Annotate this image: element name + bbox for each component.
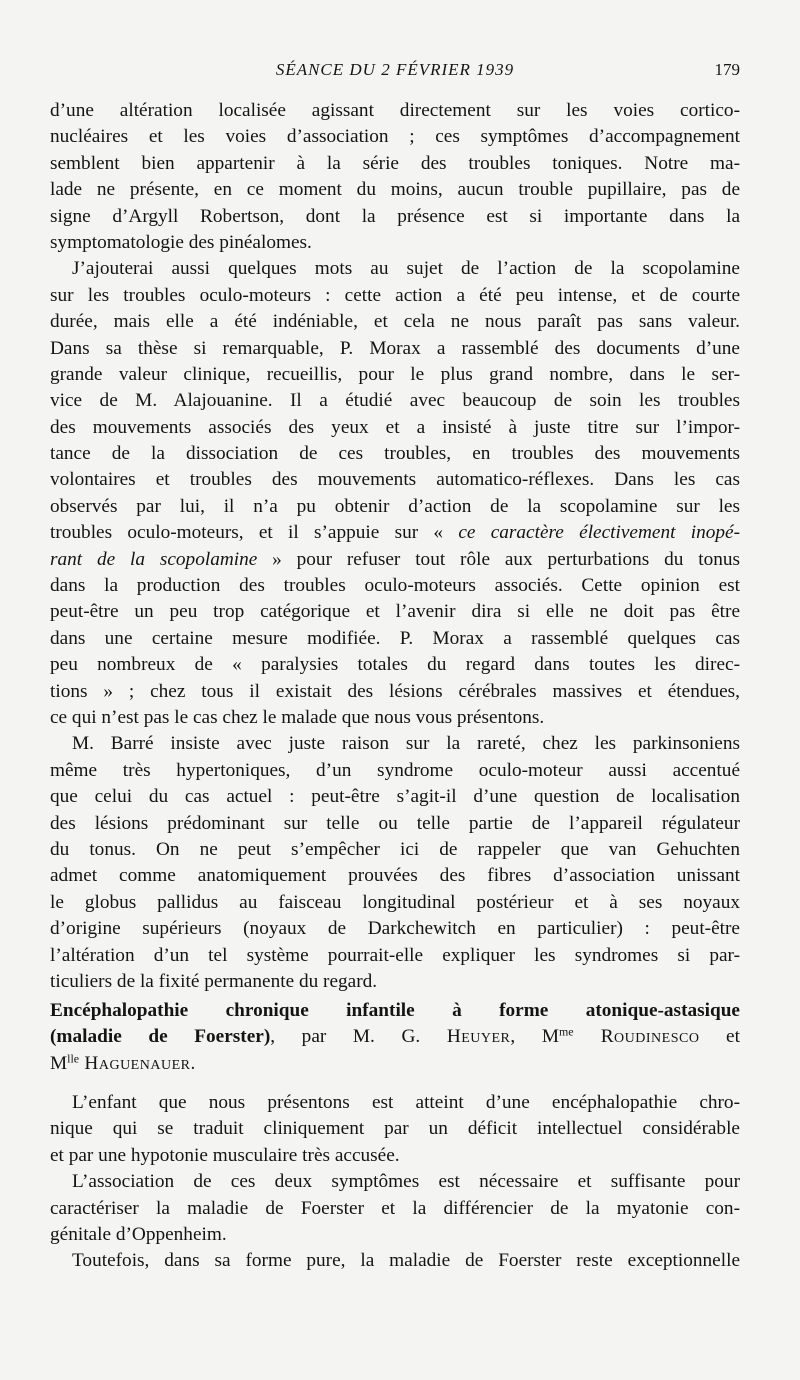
text-run: et <box>699 1026 740 1048</box>
text-line: M. Barré insiste avec juste raison sur la rareté, chez les parkinsoniens <box>72 733 740 755</box>
text-line: tions » ; chez tous il existait des lésions cérébrales massives et étendues, <box>50 680 740 702</box>
text-line: volontaires et troubles des mouvements automatico-réflexes. Dans les cas <box>50 469 740 491</box>
quotation-italic: rant de la scopolamine <box>50 548 258 570</box>
running-title: SÉANCE DU 2 FÉVRIER 1939 <box>275 60 515 79</box>
text-line: lade ne présente, en ce moment du moins, aucun trouble pupillaire, pas de <box>50 179 740 201</box>
text-line: et par une hypotonie musculaire très accusée. <box>50 1144 400 1166</box>
text-line: grande valeur clinique, recueillis, pour le plus grand nombre, dans le ser- <box>50 363 740 385</box>
quotation-italic: ce caractère électivement inopé- <box>458 522 740 544</box>
author-name: Heuyer <box>446 1026 511 1048</box>
text-line: ce qui n’est pas le cas chez le malade que nous vous présentons. <box>50 706 545 728</box>
text-line: nique qui se traduit cliniquement par un déficit intellectuel considérable <box>50 1118 740 1140</box>
title-superscript: me <box>558 1024 574 1039</box>
text-line: d’une altération localisée agissant directement sur les voies cortico- <box>50 100 740 121</box>
text-line: nucléaires et les voies d’association ; ces symptômes d’accompagnement <box>50 126 740 148</box>
heading-authors-line <box>50 1024 740 1050</box>
text-line: des lésions prédominant sur telle ou telle partie de l’appareil régulateur <box>50 812 740 834</box>
text-run: » pour refuser tout rôle aux perturbations du tonus <box>257 548 740 570</box>
text-line: vice de M. Alajouanine. Il a étudié avec beaucoup de soin les troubles <box>50 390 740 412</box>
author-name: Roudinesco <box>573 1026 700 1048</box>
title-superscript: lle <box>67 1051 80 1066</box>
text-line: que celui du cas actuel : peut-être s’agit-il d’une question de localisation <box>50 786 740 808</box>
text-line: observés par lui, il n’a pu obtenir d’action de la scopolamine sur les <box>50 495 740 517</box>
author-name: Haguenauer <box>79 1052 191 1074</box>
text-line: ticuliers de la fixité permanente du regard. <box>50 970 378 992</box>
text-line: le globus pallidus au faisceau longitudinal postérieur et à ses noyaux <box>50 891 740 913</box>
text-line: signe d’Argyll Robertson, dont la présence est si importante dans la <box>50 205 740 227</box>
text-line: dans la production des troubles oculo-moteurs associés. Cette opinion est <box>50 575 740 597</box>
text-line: symptomatologie des pinéalomes. <box>50 231 312 253</box>
heading-title-line: Encéphalopathie chronique infantile à forme atonique-astasique <box>50 1000 740 1021</box>
text-run: . <box>190 1052 196 1074</box>
page-header <box>50 60 740 86</box>
text-line: des mouvements associés des yeux et a insisté à juste titre sur l’impor- <box>50 416 740 438</box>
text-line: tance de la dissociation de ces troubles, en troubles des mouvements <box>50 443 740 465</box>
text-line <box>50 547 740 573</box>
text-line: dans une certaine mesure modifiée. P. Morax a rassemblé quelques cas <box>50 627 740 649</box>
text-line: d’origine supérieurs (noyaux de Darkchewitch en particulier) : peut-être <box>50 918 740 940</box>
text-line: peu nombreux de « paralysies totales du regard dans toutes les direc- <box>50 654 740 676</box>
text-run: , par M. G. <box>270 1026 447 1048</box>
text-line: sur les troubles oculo-moteurs : cette action a été peu intense, et de courte <box>50 284 740 306</box>
text-line <box>50 520 740 546</box>
text-line: semblent bien appartenir à la série des troubles toniques. Notre ma- <box>50 152 740 174</box>
text-line: J’ajouterai aussi quelques mots au sujet de l’action de la scopolamine <box>72 258 740 280</box>
heading-authors-line <box>50 1051 740 1077</box>
text-line: durée, mais elle a été indéniable, et cela ne nous paraît pas sans valeur. <box>50 311 740 333</box>
section-heading <box>50 998 740 1077</box>
text-line: peut-être un peu trop catégorique et l’avenir dira si elle ne doit pas être <box>50 601 740 623</box>
text-run: , M <box>510 1026 559 1048</box>
text-run: troubles oculo-moteurs, et il s’appuie sur « <box>50 522 459 544</box>
text-line: L’association de ces deux symptômes est nécessaire et suffisante pour <box>72 1171 740 1193</box>
article-body <box>50 1090 740 1275</box>
article-continuation <box>50 98 740 995</box>
text-line: du tonus. On ne peut s’empêcher ici de rappeler que van Gehuchten <box>50 838 740 860</box>
text-line: admet comme anatomiquement prouvées des fibres d’association unissant <box>50 865 740 887</box>
text-line: Toutefois, dans sa forme pure, la maladie de Foerster reste exceptionnelle <box>72 1250 740 1272</box>
text-line: L’enfant que nous présentons est atteint d’une encéphalopathie chro- <box>72 1092 740 1113</box>
text-line: même très hypertoniques, d’un syndrome oculo-moteur aussi accentué <box>50 759 740 781</box>
page-number: 179 <box>714 60 740 79</box>
text-line: l’altération d’un tel système pourrait-elle expliquer les syndromes si par- <box>50 944 740 966</box>
text-line: génitale d’Oppenheim. <box>50 1223 227 1245</box>
text-line: caractériser la maladie de Foerster et la différencier de la myatonie con- <box>50 1197 740 1219</box>
text-line: Dans sa thèse si remarquable, P. Morax a rassemblé des documents d’une <box>50 337 740 359</box>
text-run: M <box>50 1052 68 1074</box>
heading-title-part: (maladie de Foerster) <box>50 1026 271 1048</box>
